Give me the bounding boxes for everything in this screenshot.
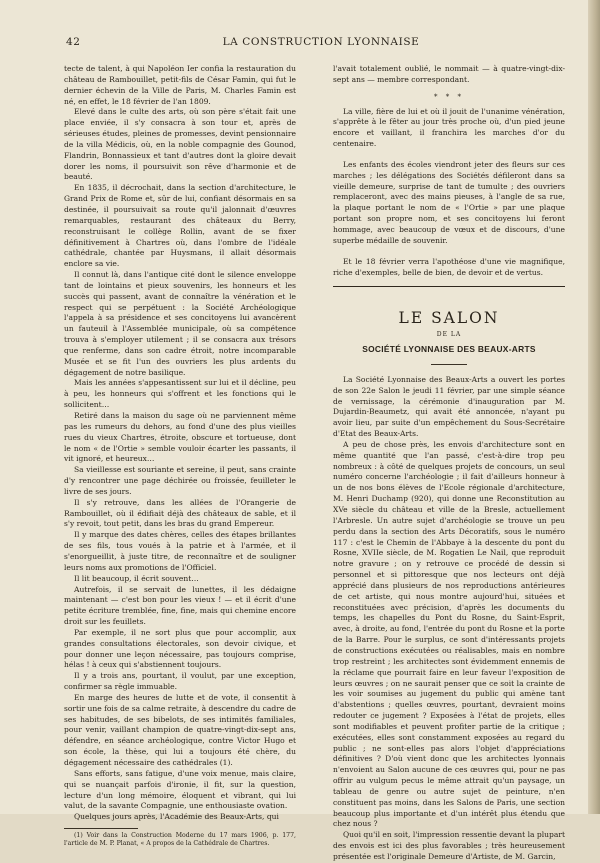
paragraph: Il s'y retrouve, dans les allées de l'Orangerie de Rambouillet, où il édifiait déjà des châteaux de sable, et il s'y revoit, tout petit, dans les bras du grand Empereur. — [64, 497, 296, 529]
paragraph: Par exemple, il ne sort plus que pour accomplir, aux grandes consultations électorales, son devoir civique, et pour donner une leçon nécessaire, pas toujours comprise, hélas ! à ceux qui s'abstiennent toujours. — [64, 627, 296, 670]
paragraph: Il connut là, dans l'antique cité dont le silence enveloppe tant de lointains et pieux souvenirs, les honneurs et les succès qui passent, avant de connaître la vénération et le respect qui se perpétuent : la Société Archéologique l'appela à sa présidence et ses concitoyens lui avancèrent un fauteuil à l'Assemblée municipale, où sa compétence trouva à s'employer utilement ; il se consacra aux trésors que renferme, dans son cadre étroit, notre incomparable Musée et se fit l'un des ouvriers les plus ardents du dégagement de notre basilique. — [64, 270, 296, 377]
paragraph: Quoi qu'il en soit, l'impression ressentie devant la plupart des envois est ici des plus favorables ; très heureusement présentée est l'originale Demeure d'Artiste, de M. Garcin, — [333, 830, 565, 861]
journal-title: LA CONSTRUCTION LYONNAISE — [222, 36, 420, 48]
paragraph: Autrefois, il se servait de lunettes, il les dédaigne maintenant — c'est bon pour les vieux ! — et il écrit d'une petite écriture tremblée, fine, fine, mais qui chemine encore droit sur les feuillets. — [64, 584, 296, 627]
heading-divider — [431, 364, 467, 365]
paragraph: Retiré dans la maison du sage où ne parviennent même pas les rumeurs du dehors, au fond d'une des plus vieilles rues du vieux Chartres, étroite, obscure et tortueuse, dont le nom « de l'Ortie » semble vouloir écarter les passants, il vit ignoré, et heureux… — [64, 411, 296, 464]
paragraph: l'avait totalement oublié, le nommait — à quatre-vingt-dix-sept ans — membre correspondant. — [333, 64, 565, 84]
paragraph: Il y marque des dates chères, celles des étapes brillantes de ses fils, tous voués à la patrie et à l'armée, et il s'enorgueillit, à juste titre, de reconnaître et de souligner leurs noms aux promotions de l'Officiel. — [64, 530, 296, 572]
paragraph: Les enfants des écoles viendront jeter des fleurs sur ces marches ; les délégations des Sociétés défileront dans sa vieille demeure, surprise de tant de tumulte ; des ouvriers remplaceront, avec des mains pieuses, à l'angle de sa rue, la plaque portant le nom de « l'Ortie » par une plaque portant son propre nom, et ses concitoyens lui feront hommage, avec beaucoup de vœux et de discours, d'une superbe médaille de souvenir. — [333, 159, 565, 245]
paragraph: tecte de talent, à qui Napoléon Ier confia la restauration du château de Rambouillet, petit-fils de César Famin, qui fut le dernier échevin de la Ville de Paris, M. Charles Famin est né, en effet, le 18 février de l'an 1809. — [64, 64, 296, 106]
salon-heading-de: DE LA — [436, 331, 462, 339]
paragraph: Quelques jours après, l'Académie des Beaux-Arts, qui — [74, 812, 279, 822]
paragraph: Et le 18 février verra l'apothéose d'une vie magnifique, riche d'exemples, belle de bien, de devoir et de vertus. — [333, 256, 565, 277]
salon-subheading: SOCIÉTÉ LYONNAISE DES BEAUX-ARTS — [362, 344, 536, 355]
paragraph: Sans efforts, sans fatigue, d'une voix menue, mais claire, qui se nuançait parfois d'ironie, il fit, sur la question, lecture d'un long mémoire, éloquent et vibrant, qui lui valut, de la savante Compagnie, une enthousiaste ovation. — [64, 768, 296, 811]
section-divider — [333, 286, 565, 287]
paragraph: Il lit beaucoup, il écrit souvent… — [74, 573, 199, 583]
salon-heading: LE SALON — [398, 309, 500, 328]
paragraph: Sa vieillesse est souriante et sereine, il peut, sans crainte d'y rencontrer une page déchirée ou froissée, feuilleter le livre de ses jours. — [64, 465, 296, 496]
paragraph: Elevé dans le culte des arts, où son père s'était fait une place enviée, il s'y consacra à son tour et, après de sérieuses études, pleines de promesses, devint pensionnaire de la villa Médicis, où, en la noble compagnie des Gounod, Flandrin, Bonnassieux et tant d'autres dont la gloire devait dorer les noms, il poursuivit son rêve d'harmonie et de beauté. — [64, 107, 296, 182]
paragraph: La ville, fière de lui et où il jouit de l'unanime vénération, s'apprête à le fêter au jour très proche où, d'un pied jeune encore et vaillant, il franchira les marches d'or du centenaire. — [333, 106, 565, 149]
section-stars: * * * — [434, 92, 464, 101]
paragraph: A peu de chose près, les envois d'architecture sont en même quantité que l'an passé, c'est-à-dire trop peu nombreux : à côté de quelques projets de concours, un seul numéro concerne l'archéologie ; il fait d'ailleurs honneur à un de nos bons élèves de l'Ecole régionale d'architecture, M. Henri Duchamp (920), qui donne une Reconstitution au XVe siècle du château et ville de la Bresle, actuellement l'Arbresle. Un autre sujet d'archéologie se trouve un peu perdu dans la section des Arts Décoratifs, sous le numéro 117 : c'est le Chemin de l'Abbaye à la descente du pont du Rosne, XVIIe siècle, de M. Rogatien Le Nail, que reproduit notre gravure ; on y retrouve ce procédé de dessin si personnel et si pittoresque que nos lecteurs ont déjà apprécié dans plusieurs de nos reproductions antérieures de cet artiste, qui nous montre aujourd'hui, situées et reconstituées avec précision, d'après les documents du temps, les chapelles du Pont du Rosne, du Saint-Esprit, avec, à droite, au fond, l'entrée du pont du Rosne et la porte de la Barre. Pour le surplus, ce sont d'intéressants projets de constructions exécutées ou réalisables, mais en nombre trop restreint ; les architectes sont évidemment ennemis de la réclame que pourrait faire en leur faveur l'exposition de leurs œuvres ; on ne saurait penser que ce soit la crainte de les voir soumises au jugement du public qui amène tant d'abstentions ; quelles œuvres, pourtant, devraient moins redouter ce jugement ? Exposées à l'état de projets, elles sont modifiables et peuvent profiter partie de la critique ; exécutées, elles sont constamment exposées au regard du public ; ne sont-elles pas alors l'objet d'appréciations définitives ? D'où vient donc que les architectes lyonnais n'envoient au Salon aucune de ces œuvres qui, pour ne pas offrir au vulgum pecus le même attrait qu'un paysage, un tableau de genre ou autre sujet de peinture, n'en constituent pas moins, dans les Salons de Paris, une section beaucoup plus importante et d'un intérêt plus étendu que chez nous ? — [333, 439, 565, 829]
footnote: (1) Voir dans la Construction Moderne du 17 mars 1906, p. 177, l'article de M. P. Planat, « A propos de la Cathédrale de Chartres. — [64, 832, 296, 848]
page-header — [66, 36, 576, 50]
paragraph: Il y a trois ans, pourtant, il voulut, par une exception, confirmer sa règle immuable. — [64, 671, 296, 692]
paragraph: La Société Lyonnaise des Beaux-Arts a ouvert les portes de son 22e Salon le jeudi 11 février, par une simple séance de vernissage, la cérémonie d'inauguration par M. Dujardin-Beaumetz, qui avait été annoncée, n'ayant pu avoir lieu, par suite d'un empêchement du Sous-Secrétaire d'Etat des Beaux-Arts. — [333, 374, 565, 439]
footnote-divider — [64, 828, 138, 829]
left-column — [64, 64, 296, 848]
paragraph: Mais les années s'appesantissent sur lui et il décline, peu à peu, les honneurs qui s'offrent et les fonctions qui le sollicitent… — [64, 378, 296, 410]
right-column — [333, 64, 565, 863]
paragraph: En marge des heures de lutte et de vote, il consentit à sortir une fois de sa calme retraite, à descendre du cadre de ses habitudes, de ses bibelots, de ses intimités familiales, pour venir, vaillant champion de quatre-vingt-dix-sept ans, défendre, en séance archéologique, contre Victor Hugo et son école, la thèse, qui lui a toujours été chère, du dégagement nécessaire des cathédrales (1). — [64, 692, 296, 767]
paragraph: En 1835, il décrochait, dans la section d'architecture, le Grand Prix de Rome et, sûr de lui, confiant désormais en sa destinée, il poursuivait sa route qu'il jalonnait d'œuvres remarquables, restaurant des châteaux du Berry, reconstruisant le collège Rollin, avant de se fixer définitivement à Chartres où, dans l'ombre de l'idéale cathédrale, chantée par Huysmans, il allait désormais enclore sa vie. — [64, 183, 296, 269]
page-number: 42 — [66, 36, 81, 48]
page-spine-shadow — [588, 0, 600, 814]
